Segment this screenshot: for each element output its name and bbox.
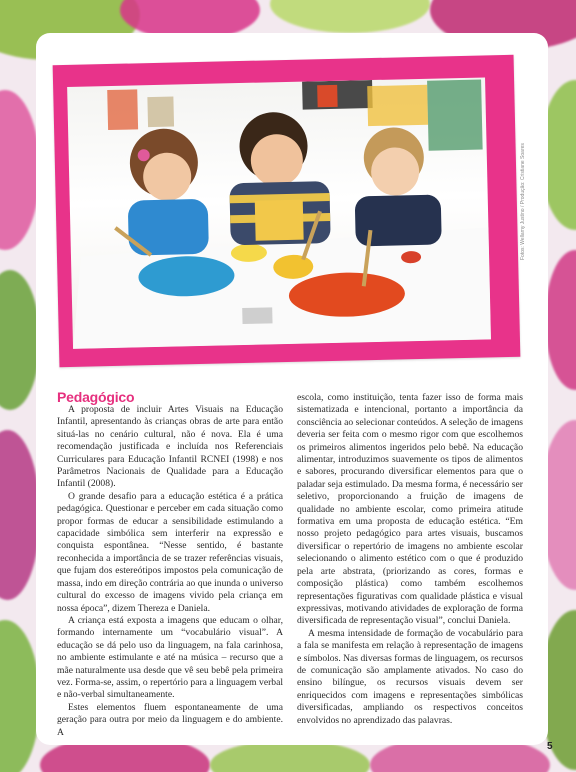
photo-frame xyxy=(53,55,521,367)
right-column xyxy=(297,392,523,727)
paragraph: O grande desafio para a educação estética é a prática pedagógica. Questionar e perceber em cada situação como propor formas de educar a sensibilidade estimulando a capacidade simbólica sem interferir na expressão e conquista espontânea. “Nesse sentido, é bastante reconhecida a importância de se trazer referências visuais, que fujam dos estereótipos impostos pela comunicação de massa, indo em direção contrária ao que inunda o universo cultural do excesso de imagens vivido pela criança em nossa época”, dizem Thereza e Daniela. xyxy=(57,490,283,614)
paragraph: Estes elementos fluem espontaneamente de uma geração para outra por meio da linguagem e do ambiente. A xyxy=(57,701,283,738)
page-number: 5 xyxy=(547,741,553,752)
paragraph: escola, como instituição, tenta fazer isso de forma mais sistematizada e intencional, portanto a importância da consciência ao selecionar conteúdos. A seleção de imagens deveria ser feita com o mesmo rigor com que escolhemos os primeiros alimentos ingeridos pelo bebê. Na educação alimentar, introduzimos suavemente os tipos de alimentos e sabores, procurando diversificar elementos para que o paladar seja estimulado. Da mesma forma, é necessário ser seletivo, proporcionando a fruição de imagens de qualidade no ambiente escolar, como primeira atitude formativa em uma proposta de educação estética. “Em nosso projeto pedagógico para artes visuais, buscamos diversificar o repertório de imagens no ambiente escolar selecionando o alimento estético com o que é produzido pela arte abstrata, (priorizando as cores, formas e composição plástica) como também escolhemos representações figurativas com qualidade plástica e visual expressivas, motivando atividades de exploração de forma diversificada de representação visual”, conclui Daniela. xyxy=(297,392,523,627)
left-column xyxy=(57,404,283,739)
paragraph: A mesma intensidade de formação de vocabulário para a fala se manifesta em relação à representação de imagens e símbolos. Nas diversas formas de linguagem, os recursos de comunicação são amplamente ativados. No caso do ensino bilíngue, os recursos visuais devem ser enriquecidos com imagens e representações simbólicas diversificadas, ampliando os respectivos conceitos envolvidos no aprendizado das palavras. xyxy=(297,627,523,726)
paragraph: A proposta de incluir Artes Visuais na Educação Infantil, apresentando às crianças obras de arte para então situá-las no cenário cultural, não é nova. Ela é uma recomendação justificada e incluída nos Referenciais Curriculares para Educação Infantil RCNEI (1998) e nos Parâmetros Nacionais de Qualidade para a Educação Infantil (2008). xyxy=(57,404,283,490)
section-heading: Pedagógico xyxy=(57,389,135,405)
photo-credit: Fotos: Wellamy Justino / Produção: Cristiane Soares xyxy=(520,143,526,260)
paragraph: A criança está exposta a imagens que educam o olhar, formando internamente um “vocabulário visual”. A educação se dá pelo uso da linguagem, na fala carinhosa, no ambiente estimulante e até na música – recurso que a mãe naturalmente usa desde que vê seu bebê pela primeira vez. Forma-se, assim, o repertório para a linguagem verbal e não-verbal simultaneamente. xyxy=(57,614,283,701)
children-painting-photo xyxy=(67,77,491,348)
photo-illustration xyxy=(67,77,491,348)
